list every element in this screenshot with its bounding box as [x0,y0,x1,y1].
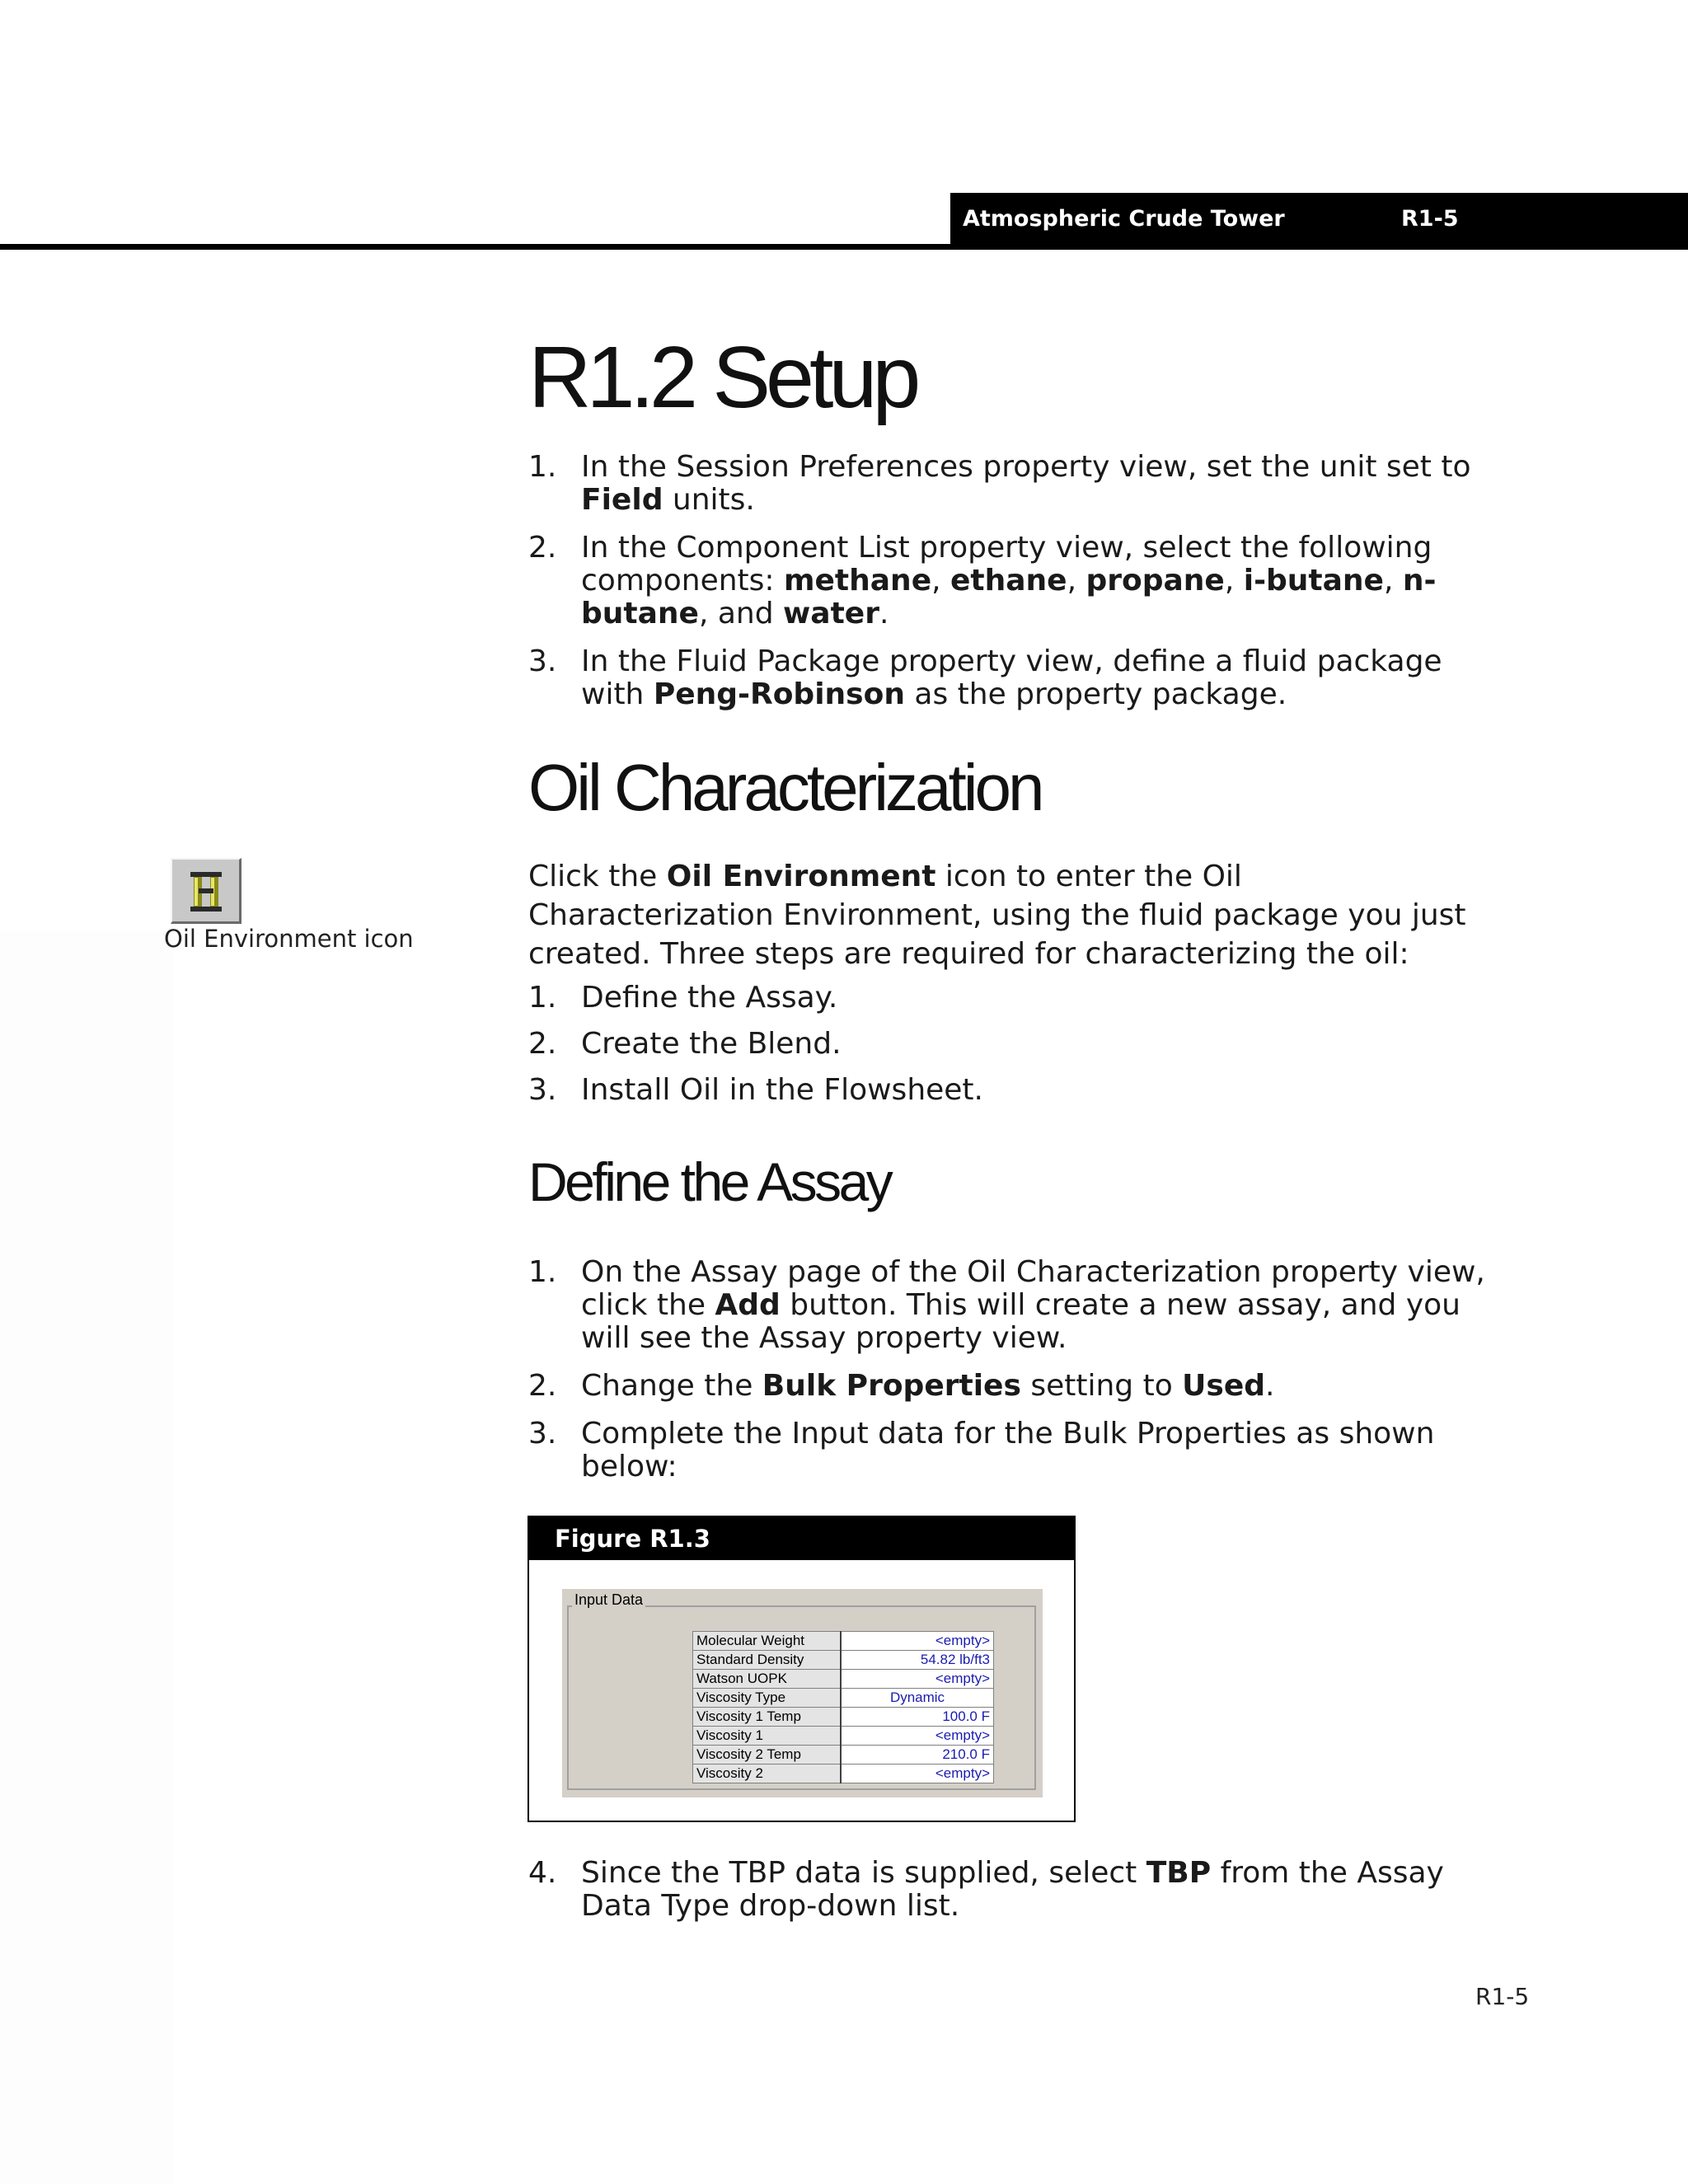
list-item-text: In the Component List property view, select the following components: methane, ethane, propane, i-butane, n-butane, and water. [581,531,1437,630]
bold-term: Used [1182,1369,1266,1403]
setup-steps-list [528,451,1493,726]
property-value-cell[interactable]: 100.0 F [841,1708,994,1727]
final-steps-list [528,1857,1493,1938]
bulk-properties-table [692,1631,994,1783]
group-label-text: Input Data [574,1591,644,1608]
table-row [693,1651,994,1670]
bold-term: Peng-Robinson [653,677,905,711]
bold-term: Oil Environment [666,860,936,893]
list-item [528,1370,1493,1403]
list-item-text: On the Assay page of the Oil Characterization property view, click the Add button. This will create a new assay, and you will see the Assay property view. [581,1255,1485,1355]
margin-shade [0,931,173,2184]
running-header [950,193,1688,247]
list-item-text: Install Oil in the Flowsheet. [581,1073,983,1107]
list-item [528,982,1493,1015]
list-item-number: 4. [528,1856,557,1890]
list-item [528,1256,1493,1355]
property-value-cell[interactable]: 210.0 F [841,1746,994,1765]
oil-intro-paragraph: Click the Oil Environment icon to enter the Oil Characterization Environment, using the fluid package you just created. Three steps are required for characterizing the oil: [528,860,1466,971]
header-page-number: R1-5 [1401,206,1459,232]
oil-environment-icon-caption: Oil Environment icon [164,925,414,953]
property-label: Viscosity 2 [693,1765,842,1783]
page-title: R1.2 Setup [528,329,917,426]
oil-steps-list [528,982,1493,1120]
list-item-text: Complete the Input data for the Bulk Properties as shown below: [581,1417,1435,1483]
list-item [528,451,1493,517]
list-item-text: In the Session Preferences property view, set the unit set to Field units. [581,450,1471,517]
list-item [528,1418,1493,1483]
bold-term: i-butane [1243,564,1384,598]
property-label: Viscosity Type [693,1689,842,1708]
list-item-text: Change the Bulk Properties setting to Used. [581,1369,1275,1403]
list-item [528,532,1493,630]
bold-term: methane [784,564,932,598]
bold-term: TBP [1146,1856,1212,1890]
input-data-group-label [572,1591,645,1609]
table-row [693,1708,994,1727]
property-value-cell[interactable]: Dynamic [841,1689,994,1708]
table-row [693,1632,994,1651]
list-item [528,1074,1493,1107]
assay-steps-list [528,1256,1493,1498]
header-title: Atmospheric Crude Tower [963,206,1285,232]
table-row [693,1746,994,1765]
table-row [693,1670,994,1689]
property-label: Viscosity 1 [693,1727,842,1746]
bold-term: water [783,597,879,630]
bold-term: n-butane [581,564,1437,630]
property-value-cell[interactable]: <empty> [841,1670,994,1689]
bold-term: ethane [950,564,1067,598]
oil-environment-icon [171,858,241,924]
property-label: Watson UOPK [693,1670,842,1689]
list-item-number: 1. [528,450,557,484]
list-item-text: Since the TBP data is supplied, select TBP from the Assay Data Type drop-down list. [581,1856,1444,1923]
list-item [528,1028,1493,1061]
input-data-panel [562,1589,1043,1797]
list-item [528,645,1493,711]
list-item [528,1857,1493,1923]
header-rule [0,244,1688,250]
table-row [693,1765,994,1783]
figure-caption: Figure R1.3 [555,1525,710,1553]
list-item-number: 1. [528,981,557,1015]
list-item-text: Create the Blend. [581,1027,842,1061]
figure-caption-bar [529,1517,1074,1560]
bold-term: Field [581,483,663,517]
bold-term: Add [715,1288,781,1322]
list-item-number: 3. [528,644,557,678]
property-label: Molecular Weight [693,1632,842,1651]
list-item-number: 2. [528,1027,557,1061]
property-value-cell[interactable]: <empty> [841,1632,994,1651]
oil-characterization-heading: Oil Characterization [528,751,1042,824]
property-value-cell[interactable]: <empty> [841,1765,994,1783]
table-row [693,1689,994,1708]
footer-page-number: R1-5 [1475,1983,1530,2010]
list-item-text: In the Fluid Package property view, define a fluid package with Peng-Robinson as the property package. [581,644,1442,711]
table-row [693,1727,994,1746]
bold-term: Bulk Properties [762,1369,1021,1403]
property-value-cell[interactable]: <empty> [841,1727,994,1746]
property-value-cell[interactable]: 54.82 lb/ft3 [841,1651,994,1670]
property-label: Viscosity 2 Temp [693,1746,842,1765]
list-item-number: 3. [528,1417,557,1451]
bold-term: propane [1085,564,1225,598]
figure-input-data [528,1516,1076,1822]
list-item-number: 2. [528,531,557,565]
list-item-number: 3. [528,1073,557,1107]
property-label: Viscosity 1 Temp [693,1708,842,1727]
list-item-number: 2. [528,1369,557,1403]
list-item-number: 1. [528,1255,557,1289]
define-assay-heading: Define the Assay [528,1151,891,1212]
property-label: Standard Density [693,1651,842,1670]
list-item-text: Define the Assay. [581,981,838,1015]
